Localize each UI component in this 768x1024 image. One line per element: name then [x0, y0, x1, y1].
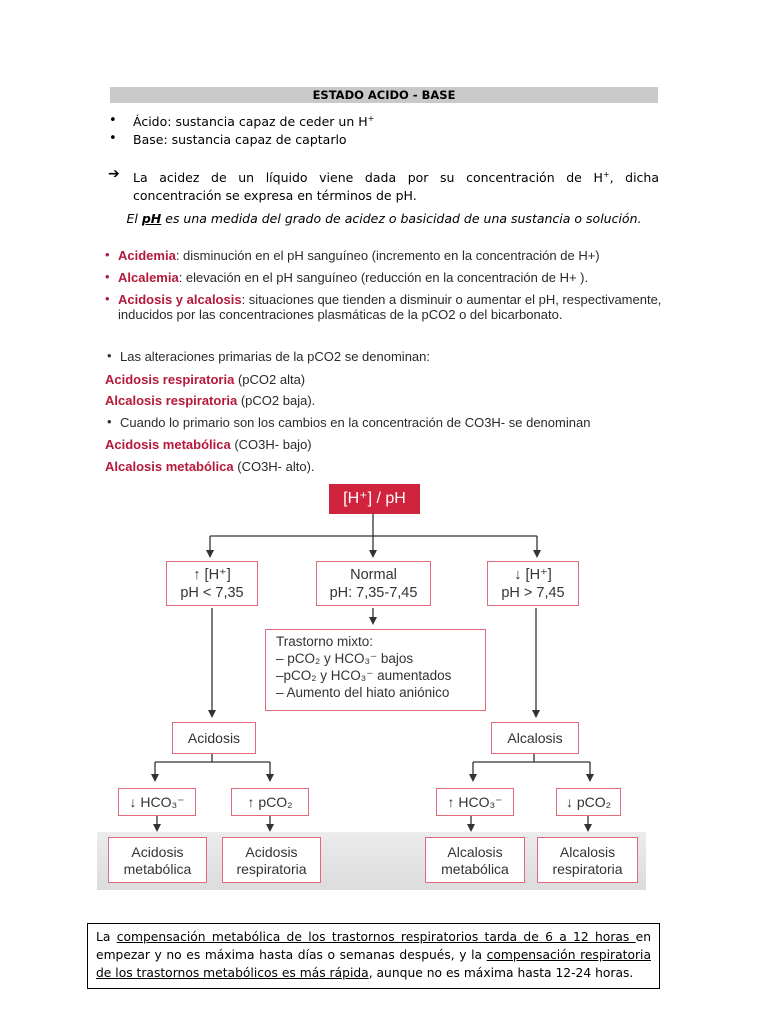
term-label: Acidemia	[118, 248, 176, 263]
acidosis-metabolica-value: (CO3H- bajo)	[230, 437, 312, 452]
bullet-icon: •	[107, 348, 112, 363]
acidity-text-2: , dicha concentración se expresa en términos de pH.	[133, 170, 660, 204]
result-line1: Alcalosis	[447, 844, 503, 860]
mixed-item-2: –pCO₂ y HCO₃⁻ aumentados	[276, 668, 452, 683]
box-low-h-line1: ↓ [H⁺]	[514, 567, 552, 583]
box-high-h	[166, 561, 258, 606]
acidity-text-1: La acidez de un líquido viene dada por su concentración de H	[133, 170, 603, 186]
alcalosis-respiratoria-value: (pCO2 baja).	[237, 393, 316, 408]
alcalosis-metabolica-value: (CO3H- alto).	[233, 459, 315, 474]
result-alcalosis-metabolica	[425, 837, 525, 883]
result-line1: Alcalosis	[559, 844, 616, 860]
result-acidosis-respiratoria	[222, 837, 321, 883]
box-alcalosis: Alcalosis	[491, 722, 579, 754]
term-desc: : situaciones que tienden a disminuir o aumentar el pH, respectivamente,	[241, 292, 662, 307]
box-mixed-disorder	[265, 629, 486, 711]
result-acidosis-metabolica	[108, 837, 207, 883]
acidosis-metabolica-label: Acidosis metabólica	[105, 437, 231, 452]
arrow-right-icon: ➔	[108, 166, 120, 182]
primary-intro-text: Las alteraciones primarias de la pCO2 se denominan:	[120, 349, 431, 364]
note-underlined-1: compensación metabólica de los trastornos respiratorios tarda de 6 a 12 horas	[116, 930, 636, 944]
definition-pre: El	[126, 211, 142, 226]
note-underlined-2: compensación respiratoria de los trastornos metabólicos es más rápida	[96, 948, 651, 980]
box-pco2-up: ↑ pCO₂	[231, 788, 309, 816]
compensation-note	[87, 923, 660, 989]
term-label: Acidosis y alcalosis	[118, 292, 242, 307]
box-pco2-down: ↓ pCO₂	[556, 788, 621, 816]
metabolic-intro-text: Cuando lo primario son los cambios en la concentración de CO3H- se denominan	[120, 415, 591, 430]
bullet-icon: •	[105, 269, 110, 284]
box-low-h	[487, 561, 579, 606]
mixed-item-3: – Aumento del hiato aniónico	[276, 685, 450, 700]
box-normal	[316, 561, 431, 606]
result-line2: respiratoria	[236, 861, 307, 877]
term-label: Alcalemia	[118, 270, 179, 285]
box-high-h-line2: pH < 7,35	[180, 585, 244, 601]
bullet-acid-sup: +	[367, 114, 375, 123]
definition-ph: pH	[141, 211, 162, 226]
box-hco3-up: ↑ HCO₃⁻	[436, 788, 514, 816]
bullet-icon: •	[109, 131, 117, 146]
bullet-icon: •	[107, 414, 112, 429]
diagram-root: [H⁺] / pH	[329, 484, 420, 514]
alcalosis-metabolica-label: Alcalosis metabólica	[105, 459, 234, 474]
box-high-h-line1: ↑ [H⁺]	[193, 567, 231, 583]
result-line2: metabólica	[441, 861, 509, 877]
box-low-h-line2: pH > 7,45	[501, 585, 565, 601]
result-line2: metabólica	[123, 861, 192, 877]
note-text-2: en empezar y no es máxima hasta días o semanas después, y la	[96, 930, 652, 962]
term-desc: : elevación en el pH sanguíneo (reducción en la concentración de H+ ).	[178, 270, 589, 285]
mixed-title: Trastorno mixto:	[276, 634, 374, 649]
alcalosis-respiratoria-label: Alcalosis respiratoria	[105, 393, 238, 408]
result-alcalosis-respiratoria	[537, 837, 638, 883]
bullet-icon: •	[105, 291, 110, 306]
bullet-base-text: Base: sustancia capaz de captarlo	[133, 132, 347, 147]
box-hco3-down: ↓ HCO₃⁻	[118, 788, 196, 816]
definition-post: es una medida del grado de acidez o basicidad de una sustancia o solución.	[161, 211, 642, 226]
bullet-icon: •	[109, 113, 117, 128]
bullet-acid-text: Ácido: sustancia capaz de ceder un H	[133, 114, 368, 130]
page-title: ESTADO ACIDO - BASE	[110, 87, 658, 103]
term-acidosis-alcalosis-cont: inducidos por las concentraciones plasmáticas de la pCO2 o del bicarbonato.	[118, 307, 563, 322]
note-text-3: , aunque no es máxima hasta 12-24 horas.	[368, 966, 634, 980]
result-line1: Acidosis	[245, 844, 298, 860]
result-line1: Acidosis	[131, 844, 184, 860]
result-line2: respiratoria	[552, 861, 623, 877]
term-desc: : disminución en el pH sanguíneo (incremento en la concentración de H+)	[175, 248, 600, 263]
bullet-icon: •	[105, 247, 110, 262]
box-normal-line2: pH: 7,35-7,45	[329, 585, 418, 601]
acidosis-respiratoria-value: (pCO2 alta)	[234, 372, 306, 387]
note-text-1: La	[96, 930, 117, 944]
acidosis-respiratoria-label: Acidosis respiratoria	[105, 372, 235, 387]
mixed-item-1: – pCO₂ y HCO₃⁻ bajos	[276, 651, 414, 666]
acidity-sup: +	[602, 170, 610, 179]
box-normal-line1: Normal	[350, 567, 397, 583]
box-acidosis: Acidosis	[172, 722, 256, 754]
